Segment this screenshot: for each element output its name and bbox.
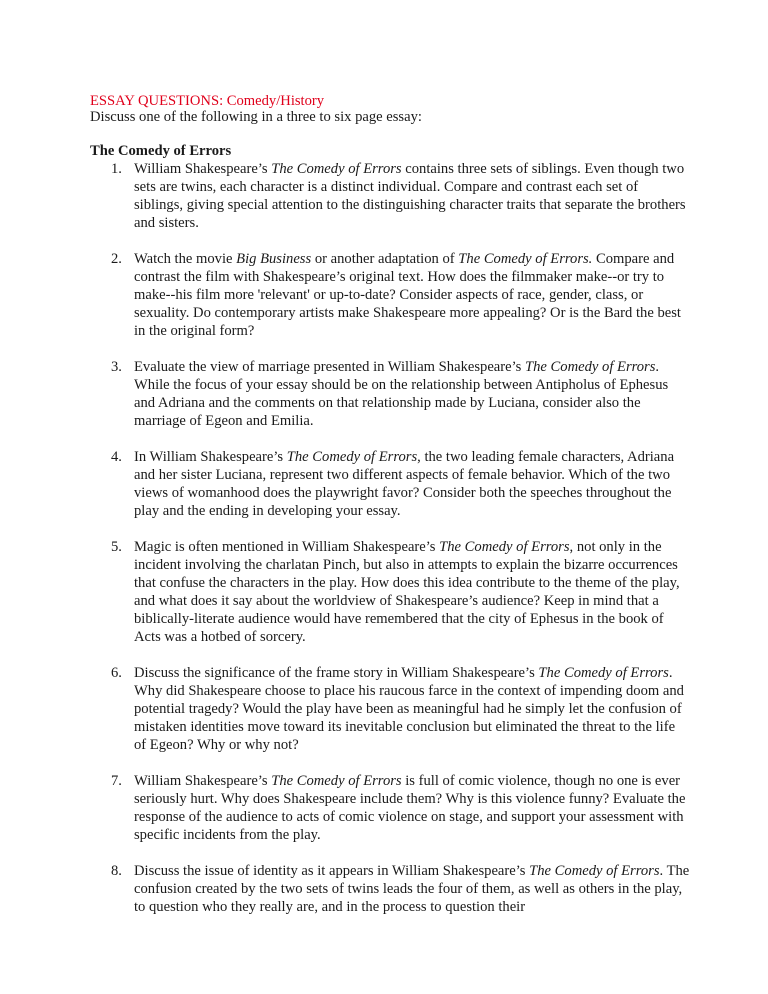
italic-title: The Comedy of Errors (439, 539, 570, 555)
text-segment: . The confusion created by the two sets of twins leads the four of them, as well as others in the play, to question who they really are, and in the process to question their (134, 863, 690, 915)
question-number: 6. (111, 665, 122, 681)
italic-title: The Comedy of Errors (271, 161, 402, 177)
question-number: 1. (111, 161, 122, 177)
italic-title: The Comedy of Errors (271, 773, 402, 789)
question-text (134, 539, 680, 645)
text-segment: , the two leading female characters, Adriana and her sister Luciana, represent two different aspects of female behavior. Which of the two views of womanhood does the playwright favor? Consider both the speeches throughout the play and the ending in developing your essay. (134, 449, 675, 519)
question-number: 5. (111, 539, 122, 555)
italic-title: The Comedy of Errors (538, 665, 669, 681)
question-item (90, 862, 690, 916)
question-number: 4. (111, 449, 122, 465)
question-item (90, 358, 690, 430)
question-item (90, 250, 690, 340)
text-segment: Evaluate the view of marriage presented in William Shakespeare’s (134, 359, 526, 375)
question-list (90, 160, 690, 934)
question-text (134, 863, 689, 915)
question-number: 7. (111, 773, 122, 789)
text-segment: . Why did Shakespeare choose to place his raucous farce in the context of impending doom and potential tragedy? Would the play have been as meaningful had he simply let the confusion of mistaken identities move toward its inevitable conclusion but eliminated the threat to the life of Egeon? Why or why not? (134, 665, 684, 753)
italic-title: The Comedy of Errors. (458, 251, 593, 267)
text-segment: . While the focus of your essay should be on the relationship between Antipholus of Ephesus and Adriana and the comments on that relationship made by Luciana, consider also the marriage of Egeon and Emilia. (134, 359, 669, 429)
text-segment: or another adaptation of (311, 251, 459, 267)
question-number: 8. (111, 863, 122, 879)
text-segment: Magic is often mentioned in William Shakespeare’s (134, 539, 440, 555)
question-item (90, 160, 690, 232)
section-title: The Comedy of Errors (90, 143, 232, 159)
question-text (134, 251, 681, 339)
text-segment: William Shakespeare’s (134, 773, 272, 789)
text-segment: Discuss the significance of the frame story in William Shakespeare’s (134, 665, 539, 681)
question-item (90, 664, 690, 754)
text-segment: Watch the movie (134, 251, 237, 267)
text-segment: In William Shakespeare’s (134, 449, 287, 465)
question-number: 2. (111, 251, 122, 267)
italic-title: Big Business (236, 251, 312, 267)
question-text (134, 161, 686, 231)
italic-title: The Comedy of Errors (286, 449, 418, 465)
question-text (134, 359, 668, 429)
question-item (90, 772, 690, 844)
text-segment: Discuss the issue of identity as it appears in William Shakespeare’s (134, 863, 530, 879)
text-segment: is full of comic violence, though no one is ever seriously hurt. Why does Shakespeare include them? Why is this violence funny? Evaluate the response of the audience to acts of comic violence on stage, and support your assessment with specific incidents from the play. (134, 773, 686, 843)
text-segment: contains three sets of siblings. Even though two sets are twins, each character is a distinct individual. Compare and contrast each set of siblings, giving special attention to the distinguishing character traits that separate the brothers and sisters. (134, 161, 686, 231)
italic-title: The Comedy of Errors (529, 863, 660, 879)
question-text (134, 773, 685, 843)
text-segment: , not only in the incident involving the charlatan Pinch, but also in attempts to explain the bizarre occurrences that confuse the characters in the play. How does this idea contribute to the theme of the play, and what does it say about the worldview of Shakespeare’s audience? Keep in mind that a biblically-literate audience would have remembered that the city of Ephesus in the book of Acts was a hotbed of sorcery. (134, 539, 680, 645)
question-item (90, 538, 690, 646)
question-number: 3. (111, 359, 122, 375)
italic-title: The Comedy of Errors (525, 359, 656, 375)
question-text (134, 449, 674, 519)
text-segment: William Shakespeare’s (134, 161, 272, 177)
text-segment: Compare and contrast the film with Shakespeare’s original text. How does the filmmaker make--or try to make--his film more 'relevant' or up-to-date? Consider aspects of race, gender, class, or sexuality. Do contemporary artists make Shakespeare more appealing? Or is the Bard the best in the original form? (134, 251, 681, 339)
question-item (90, 448, 690, 520)
question-text (134, 665, 684, 753)
essay-instructions: Discuss one of the following in a three to six page essay: (90, 109, 422, 125)
essay-heading: ESSAY QUESTIONS: Comedy/History (90, 93, 325, 109)
